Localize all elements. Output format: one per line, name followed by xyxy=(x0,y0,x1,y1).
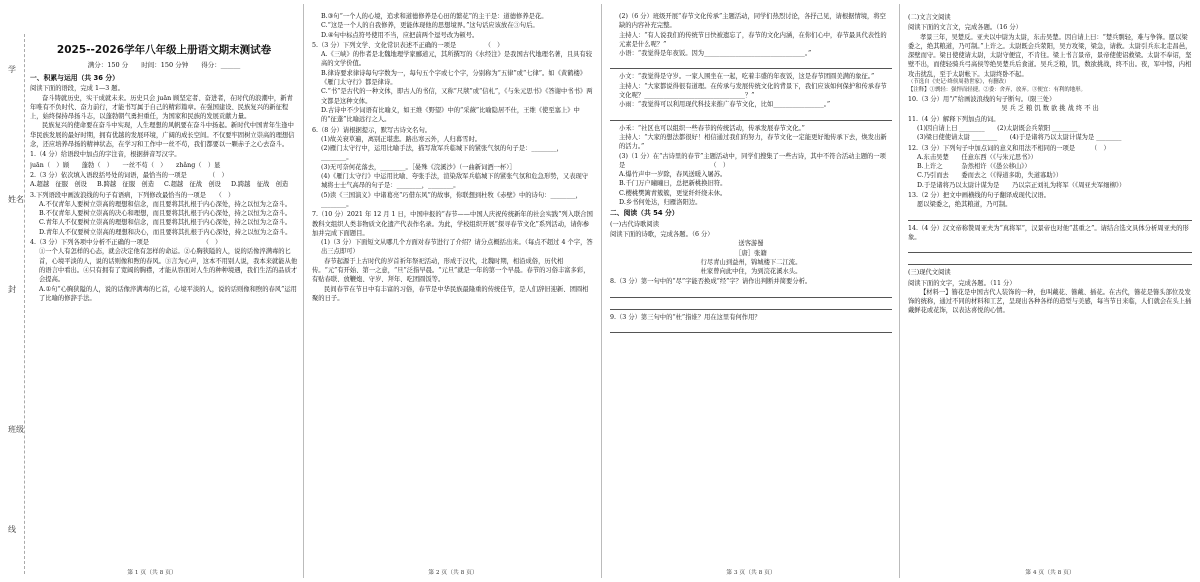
question-text: 6.（8 分）请根据提示，默写古诗文名句。 xyxy=(312,126,432,134)
passage-paragraph: 春节起源于上古时代的岁首祈年祭祀活动，形成于汉代，北魏时期，相沿成俗，历代相传。“元”有开始、第一之意，“旦”泛指早晨。“元旦”就是一年的第一个早晨。春节的习俗丰富多彩，有贴春联、放鞭炮、守岁、拜年、吃团圆饭等。 xyxy=(312,257,590,284)
question-text: 2.（3 分）依次填入语段括号处的词语，最恰当的一项是 （ ） xyxy=(30,171,228,179)
question-text: 3.下列语段中画波浪线的句子有语病，下列修改最恰当的一项是 （ ） xyxy=(30,191,235,199)
option-text: D.古诗中不少词语有比喻义，如王维《野望》中的“采薇”比喻隐居不仕，王维《使至塞上》中的“征蓬”比喻远行之人。 xyxy=(321,106,580,124)
choice-option: A.超越 征服 创设 xyxy=(30,181,87,189)
option-text: 小文：“我觉得是守岁。一家人围坐在一起，吃着丰盛的年夜饭，这是春节团圆美满的象征。” xyxy=(619,73,875,81)
answer-line[interactable] xyxy=(908,244,1192,253)
question-text: 4.（3 分）下列各项中分析不正确的一项是 （ ） xyxy=(30,239,222,247)
page-3 xyxy=(604,4,898,578)
option-text: C.青年人不仅要树立崇高的理想和信念，而且要将其扎根于内心深处，持之以恒为之奋斗。 xyxy=(39,219,292,227)
question-text: 阅读下面的文字，完成各题。（11 分） xyxy=(908,279,1016,287)
option-text: 愿以梁委之，绝其粮道，乃可制。 xyxy=(917,201,1012,209)
poem-line: ［唐］张籍 xyxy=(735,249,767,257)
question-text: 11.（4 分）解释下列加点的词。 xyxy=(908,115,1000,123)
answer-line[interactable] xyxy=(610,112,892,121)
answer-line[interactable] xyxy=(908,256,1192,265)
option-text: D.于是诸将乃以太尉计谋为是 乃以宗正刘礼为将军（《周亚夫军细柳》） xyxy=(917,181,1126,189)
option-text: B.不仅青年人要树立崇高的决心和理想，而且要将其扎根于内心深处，持之以恒为之奋斗。 xyxy=(39,210,292,218)
page-3-content xyxy=(610,12,892,562)
choice-option: B.跨越 征服 创造 xyxy=(97,181,155,189)
option-text: (1)因自请上曰 ________ (2)太尉既会兵荥阳 ________ xyxy=(917,124,1078,132)
option-text: 主持人：“大家的想法都很好！相信通过我们的努力，春节文化一定能更好地传承下去，焕发出新的活力。” xyxy=(619,133,887,151)
gutter-label: 姓名 xyxy=(8,195,24,204)
option-text: A.《三峡》的作者是北魏地理学家郦道元，其所撰写的《水经注》是我国古代地理名著，且具有较高的文学价值。 xyxy=(321,51,593,68)
exam-title: 2025--2026学年八年级上册语文期末测试卷 xyxy=(56,44,272,56)
option-text: C.“这是一个人的自我修养，更能体现他的思想境界。”这句话应该放在③句后。 xyxy=(321,22,539,30)
question-text: 9.（3 分）第三句中的“杜”指谁？用在这里有何作用？ xyxy=(610,313,761,321)
passage-paragraph: 民间春节在节日中有丰富的习俗，春节是中华民族最隆重的传统佳节，是人们辞旧迎新、团圆相聚的日子。 xyxy=(312,285,589,302)
annotation-note: 【注释】①剽轻：强悍而轻捷。②委：舍弃，放弃。③便宜：有利的地形。 xyxy=(908,86,1086,93)
option-text: C.乃引而去 委而去之（《得道多助，失道寡助》） xyxy=(917,172,1063,180)
option-text: D.青年人不仅要树立崇高的理想和决心，而且要将其扎根于内心深处，持之以恒为之奋斗。 xyxy=(39,228,292,236)
gutter-label: 线 xyxy=(8,525,16,534)
passage-paragraph: 【材料一】簪花是中国古代人装饰的一种，也叫戴花、簪戴、插花。在古代，簪花是簪头部位及发饰的统称，通过不同的材料和工艺，呈现出各种各样的造型与美感，每当节日来临，人们就会在头上插戴鲜花或花饰，以表达喜悦的心情。 xyxy=(908,288,1192,315)
question-text: juān（ ）顾 蓬勃（ ） 一丝不苟（ ） zhǎng（ ）显 xyxy=(30,161,221,169)
option-text: A.不仅青年人要树立崇高的理想和信念，而且要将其扎根于内心深处，持之以恒为之奋斗。 xyxy=(39,200,292,208)
exam-info: 满分：150 分 时间：150 分钟 得分：______ xyxy=(87,61,241,69)
option-text: B.③句“一个人的心境，追求和道德修养是心田的繁花”的主干是：道德修养是花。 xyxy=(321,13,548,20)
poem-line: 送客游蜀 xyxy=(738,240,764,248)
option-text: C.樱桃樊篱青簇簇，更觉纤纤绕未休。 xyxy=(619,189,727,197)
option-text: A.爆竹声中一岁除，春风送暖入屠苏。 xyxy=(619,171,727,179)
question-text: 8.（3 分）第一句中的“尽”字能否换成“经”字？请作出判断并简要分析。 xyxy=(610,278,812,286)
poem-line: 杜家曾向此中住，为到浣花溪水头。 xyxy=(700,268,802,276)
option-text: B.律诗要求律诗每句字数为一，每句五个字或七个字，分别称为“五律”或“七律”。如《黄鹤楼》《雁门太守行》都是律诗。 xyxy=(321,69,587,87)
option-text: A.东击吴楚 任意东西（《与朱元思书》） xyxy=(917,153,1037,161)
option-text: 主持人：“有人说我们的传统节日快被遗忘了，春节的文化内涵，在你们心中，春节最具代表性的元素是什么呢？” xyxy=(619,31,887,48)
option-text: ①一个人有怎样的心态，就会决定他有怎样的命运。②心胸狭隘的人，说的话像淬满毒的匕首，心境平淡的人，说的话则像和煦的春风。③言为心声，这本不用别人说，我本来就能从他的语言中看出。④只有拥有了宽阔的胸襟，才能从容面对人生的种种境遇，我们生活的品质才会提高。 xyxy=(39,248,298,284)
option-text: B.上许之 杂然相许（《愚公移山》） xyxy=(917,163,1031,171)
option-row xyxy=(30,180,298,189)
page-footer: 第 4 页（共 8 页） xyxy=(1025,570,1075,576)
page-footer: 第 1 页（共 8 页） xyxy=(127,570,177,576)
option-text: D.④句中标点符号使用不当，应把前两个逗号改为顿号。 xyxy=(321,31,479,39)
question-text: 5.（3 分）下列文学、文化常识表述不正确的一项是 （ ） xyxy=(312,41,504,49)
passage-paragraph: 奋斗铸就历史，实干成就未来。历史只会 juān 顾坚定者、奋进者，在时代的浪潮中，新青年唯有不负时代、奋力前行，才能书写属于自己的精彩篇章。在强国建设、民族复兴的新征程上，始终保持昂扬斗志，以蓬勃朝气勇担重任，为国家和民族的发展贡献力量。 xyxy=(30,94,293,121)
option-text: C.“书”是古代的一种文体，即古人的书信，又称“尺牍”或“信札”，《与朱元思书》《答谢中书书》两文都是这种文体。 xyxy=(321,88,593,105)
question-text: (三)现代文阅读 xyxy=(908,269,951,277)
question-text: 12.（3 分）下列句子中加点词的意义和用法不相同的一项是 （ ） xyxy=(908,144,1110,152)
section-heading: 一、积累与运用（共 36 分） xyxy=(30,74,119,82)
page-4 xyxy=(902,4,1198,578)
question-text: 10.（3 分）用“/”给画波浪线的句子断句。（限三处） xyxy=(908,96,1056,104)
option-text: B.千门万户曈曈日，总把新桃换旧符。 xyxy=(619,180,727,188)
option-text: (5)读《三国演义》中诸葛亮“巧借东风”的故事，你联想到杜牧《赤壁》中的诗句：________，________。 xyxy=(321,191,582,208)
option-text: D.乡书何处达，归雁洛阳边。 xyxy=(619,199,702,207)
page-2 xyxy=(306,4,600,578)
page-1 xyxy=(2,4,302,578)
passage-paragraph: 民族复兴的使命要在奋斗中实现，人生理想的风帆要在奋斗中扬起。新时代中国青年生逢中华民族发展的最好时期，拥有优越的发展环境，广阔的成长空间。不仅要牢固树立崇高的理想信念，还应培养昂扬的精神状态，在学习和工作中一丝不苟，我们都要以一颗赤子之心去奋斗。 xyxy=(30,122,295,149)
option-text: (2)（6 分）班级开展“春节文化传承”主题活动，同学们热烈讨论，各抒己见，请根据情境，将空缺的内容补充完整。 xyxy=(619,13,886,30)
passage-paragraph: 孝景三年，吴楚反。亚夫以中尉为太尉，东击吴楚。因自请上曰：“楚兵剽轻，难与争锋。愿以梁委之，绝其粮道，乃可制。”上许之。太尉既会兵荥阳，吴方攻梁，梁急，请救。太尉引兵东北走昌邑，深壁而守。梁日使使请太尉，太尉守便宜，不肯往。梁上书言景帝，景帝使使诏救梁。太尉不奉诏，坚壁不出，而使轻骑兵弓高侯等绝吴楚兵后食道。吴兵乏粮，饥，数欲挑战，终不出。夜，军中惊，内相攻击扰乱，至于太尉帐下。太尉终卧不起。 xyxy=(908,33,1192,78)
question-text: (二)文言文阅读 xyxy=(908,14,951,21)
question-text: 阅读下面的语段，完成 1—3 题。 xyxy=(30,85,124,93)
page-divider xyxy=(601,4,602,578)
binding-gutter xyxy=(4,34,25,574)
option-text: 主持人：“大家都说得很有道理。在传承与发展传统文化的背景下，我们应该如何保护和传承春节文化呢？________________________________？” xyxy=(619,82,887,100)
option-text: (3)梁日使使请太尉 ________ (4)于是诸将乃以太尉计谋为是 ________ xyxy=(917,134,1122,142)
page-1-content xyxy=(30,72,298,562)
poem-line: 行尽青山到益州，锦城楼下二江流。 xyxy=(700,258,802,266)
page-divider xyxy=(303,4,304,578)
option-text: 小禾：“社区也可以组织一些春节的传统活动，传承发展春节文化。” xyxy=(619,124,805,132)
answer-line[interactable] xyxy=(610,301,892,310)
poem-line: 吴 兵 乏 粮 饥 数 欲 挑 战 终 不 出 xyxy=(1001,105,1099,113)
answer-line[interactable] xyxy=(610,60,892,69)
page-4-content xyxy=(908,12,1192,562)
choice-option: C.超越 征战 创设 xyxy=(164,181,221,189)
option-text: (2)雁门太守行中，运用比喻手法，描写敌军兵临城下的紧张气氛的句子是：________，________。 xyxy=(321,145,563,162)
option-text: (3)无可奈何花落去，________。［晏殊《浣溪沙》（一曲新词酒一杯）］ xyxy=(321,163,516,171)
section-heading: 二、阅读（共 54 分） xyxy=(610,209,679,218)
choice-option: D.跨越 征战 创造 xyxy=(231,181,289,189)
question-text: 1.（4 分）给语段中加点的字注音，根据拼音写汉字。 xyxy=(30,151,181,159)
option-text: (3)（1 分）在“古诗里的春节”主题活动中，同学们搜集了一些古诗，其中不符合活动主题的一项是 （ ） xyxy=(619,152,886,169)
question-text: 13.（2 分）把文中画横线的句子翻译成现代汉语。 xyxy=(908,192,1050,200)
question-text: 阅读下面的诗歌，完成各题。（6 分） xyxy=(610,230,714,238)
gutter-label: 班级 xyxy=(8,425,24,434)
page-2-content xyxy=(312,12,594,562)
option-text: (4)《雁门太守行》中运用比喻、夸张手法，渲染敌军兵临城下的紧张气氛和危急形势，又表现守城将士士气高昂的句子是：________，________。 xyxy=(321,173,589,190)
option-text: A.①句“心胸狭隘的人，说的话像淬满毒的匕首，心境平淡的人，说的话则像和煦的春风”运用了比喻的修辞手法。 xyxy=(39,285,297,302)
question-text: 14.（4 分）汉文帝称赞周亚夫为“真将军”，汉景帝也对他“甚重之”。请结合选文具体分析周亚夫的形象。 xyxy=(908,224,1189,241)
option-text: 小雨：“我觉得可以利用现代科技来推广春节文化，比如________________。” xyxy=(619,101,831,109)
gutter-label: 封 xyxy=(8,285,16,294)
option-text: (1)故关衰草遍，离别正堪悲。路出寒云外，人归暮雪时。 xyxy=(321,135,482,143)
question-text: 阅读下面的文言文，完成各题。（16 分） xyxy=(908,24,1022,32)
page-footer: 第 2 页（共 8 页） xyxy=(428,570,478,576)
page-footer: 第 3 页（共 8 页） xyxy=(726,570,776,576)
option-text: (1)（3 分）下面短文从哪几个方面对春节进行了介绍？请分点概括出来。（每点不超过 4 个字，答出三点即可） xyxy=(321,239,593,256)
page-divider xyxy=(899,4,900,578)
answer-line[interactable] xyxy=(610,289,892,298)
answer-line[interactable] xyxy=(908,212,1192,221)
annotation-note: （节选自《史记·绛侯周勃世家》，有删改） xyxy=(908,79,1010,86)
gutter-label: 学 xyxy=(8,65,16,74)
option-text: 小语：“我觉得是年夜饭。因为________________________________。” xyxy=(619,50,812,58)
question-text: (一)古代诗歌阅读 xyxy=(610,220,659,228)
answer-line[interactable] xyxy=(610,324,892,333)
question-text: 7.（10 分）2021 年 12 月 1 日，中国申报的“春节——中国人庆祝传统新年的社会实践”列入联合国教科文组织人类非物质文化遗产代表作名录。为此，学校组织开展“探寻春节文化”系列活动，请你参加并完成下面题目。 xyxy=(312,211,593,237)
